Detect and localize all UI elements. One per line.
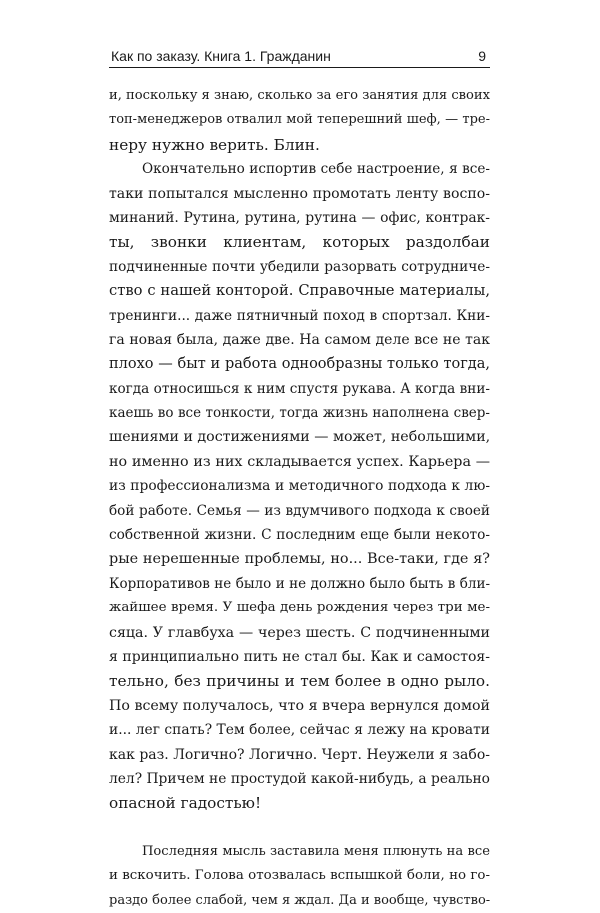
- paragraph: [109, 84, 490, 157]
- text-line: ты, звонки клиентам, которых раздолбаи: [109, 233, 490, 252]
- text-line: но именно из них складывается успех. Карьера —: [109, 453, 490, 470]
- text-line: шениями и достижениями — может, небольшими,: [109, 429, 490, 446]
- page-number: 9: [478, 48, 486, 64]
- running-header: [109, 45, 490, 68]
- text-line: и вскочить. Голова отозвалась вспышкой боли, но го-: [109, 868, 490, 884]
- text-line: каешь во все тонкости, тогда жизнь наполнена свер-: [109, 405, 490, 422]
- text-line: лел? Причем не простудой какой-нибудь, а реально: [109, 770, 490, 787]
- text-line: По всему получалось, что я вчера вернулся домой: [109, 697, 490, 714]
- text-line: ство с нашей конторой. Справочные материалы,: [109, 282, 490, 300]
- text-line: тельно, без причины и тем более в одно рыло.: [109, 672, 490, 691]
- text-line: минаний. Рутина, рутина, рутина — офис, контрак-: [109, 209, 490, 226]
- text-line: сяца. У главбуха — через шесть. С подчиненными: [109, 624, 490, 641]
- text-line: тренинги... даже пятничный поход в спортзал. Кни-: [109, 307, 490, 324]
- text-line: топ-менеджеров отвалил мой теперешний шеф, — тре-: [109, 112, 490, 128]
- text-line: как раз. Логично? Логично. Черт. Неужели я забо-: [109, 746, 490, 763]
- text-line: подчиненные почти убедили разорвать сотрудниче-: [109, 258, 490, 275]
- text-line: и... лег спать? Тем более, сейчас я лежу на кровати: [109, 722, 490, 739]
- running-title: Как по заказу. Книга 1. Гражданин: [111, 48, 331, 64]
- paragraph: [109, 840, 490, 913]
- text-line: га новая была, даже две. На самом деле все не так: [109, 331, 490, 348]
- text-line: собственной жизни. С последним еще были некото-: [109, 527, 490, 544]
- text-line: рые нерешенные проблемы, но... Все-таки, где я?: [109, 551, 490, 568]
- text-line: раздо более слабой, чем я ждал. Да и вообще, чувство-: [109, 892, 490, 908]
- text-line: плохо — быт и работа однообразны только тогда,: [109, 356, 490, 373]
- text-line: Окончательно испортив себе настроение, я все-: [142, 161, 490, 178]
- text-line: и, поскольку я знаю, сколько за его занятия для своих: [109, 88, 490, 103]
- text-line: опасной гадостью!: [109, 794, 262, 813]
- text-line: из профессионализма и методичного подхода к лю-: [109, 478, 490, 495]
- text-line: я принципиально пить не стал бы. Как и самостоя-: [109, 648, 490, 665]
- text-line: жайшее время. У шефа день рождения через три ме-: [109, 600, 490, 616]
- text-line: таки попытался мысленно промотать ленту воспо-: [109, 185, 490, 202]
- text-line: бой работе. Семья — из вдумчивого подхода к своей: [109, 502, 490, 519]
- text-line: неру нужно верить. Блин.: [109, 135, 320, 154]
- text-line: Последняя мысль заставила меня плюнуть на все: [142, 843, 490, 859]
- text-line: Корпоративов не было и не должно было быть в бли-: [109, 575, 490, 592]
- body-text: [109, 84, 490, 913]
- paragraph-gap: [109, 816, 490, 840]
- paragraph: [109, 157, 490, 816]
- text-line: когда относишься к ним спустя рукава. А когда вни-: [109, 380, 490, 397]
